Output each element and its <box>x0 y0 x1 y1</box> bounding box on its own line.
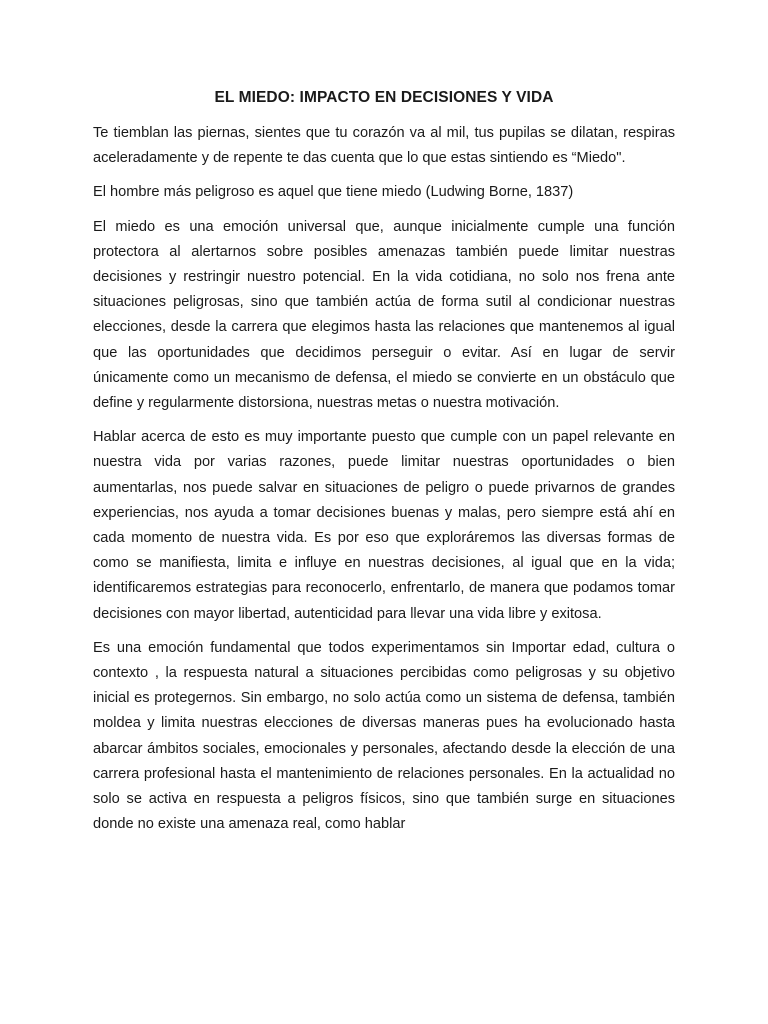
document-title: EL MIEDO: IMPACTO EN DECISIONES Y VIDA <box>214 89 554 106</box>
paragraph-importance: Hablar acerca de esto es muy importante puesto que cumple con un papel relevante en nuestra vida por varias razones, puede limitar nuestras oportunidades o bien aumentarlas, nos puede salvar en situaciones de peligro o puede privarnos de grandes experiencias, nos ayuda a tomar decisiones buenas y malas, pero siempre está ahí en cada momento de nuestra vida. Es por eso que exploráremos las diversas formas de como se manifiesta, limita e influye en nuestras decisiones, al igual que en la vida; identificaremos estrategias para reconocerlo, enfrentarlo, de manera que podamos tomar decisiones con mayor libertad, autenticidad para llevar una vida libre y exitosa. <box>93 429 675 622</box>
paragraph-intro: Te tiemblan las piernas, sientes que tu corazón va al mil, tus pupilas se dilatan, respiras aceleradamente y de repente te das cuenta que lo que estas sintiendo es “Miedo". <box>93 125 675 167</box>
paragraph-quote: El hombre más peligroso es aquel que tiene miedo (Ludwing Borne, 1837) <box>93 184 574 201</box>
paragraph-fundamental-emotion: Es una emoción fundamental que todos experimentamos sin Importar edad, cultura o contexto , la respuesta natural a situaciones percibidas como peligrosas y su objetivo inicial es protegernos. Sin embargo, no solo actúa como un sistema de defensa, también moldea y limita nuestras elecciones de diversas maneras pues ha evolucionado hasta abarcar ámbitos sociales, emocionales y personales, afectando desde la elección de una carrera profesional hasta el mantenimiento de relaciones personales. En la actualidad no solo se activa en respuesta a peligros físicos, sino que también surge en situaciones donde no existe una amenaza real, como hablar <box>93 639 675 833</box>
document-page <box>93 87 675 846</box>
paragraph-emotion-universal: El miedo es una emoción universal que, aunque inicialmente cumple una función protectora al alertarnos sobre posibles amenazas también puede limitar nuestras decisiones y restringir nuestro potencial. En la vida cotidiana, no solo nos frena ante situaciones peligrosas, sino que también actúa de forma sutil al condicionar nuestras elecciones, desde la carrera que elegimos hasta las relaciones que mantenemos al igual que las oportunidades que decidimos perseguir o evitar. Así en lugar de servir únicamente como un mecanismo de defensa, el miedo se convierte en un obstáculo que define y regularmente distorsiona, nuestras metas o nuestra motivación. <box>93 218 675 412</box>
